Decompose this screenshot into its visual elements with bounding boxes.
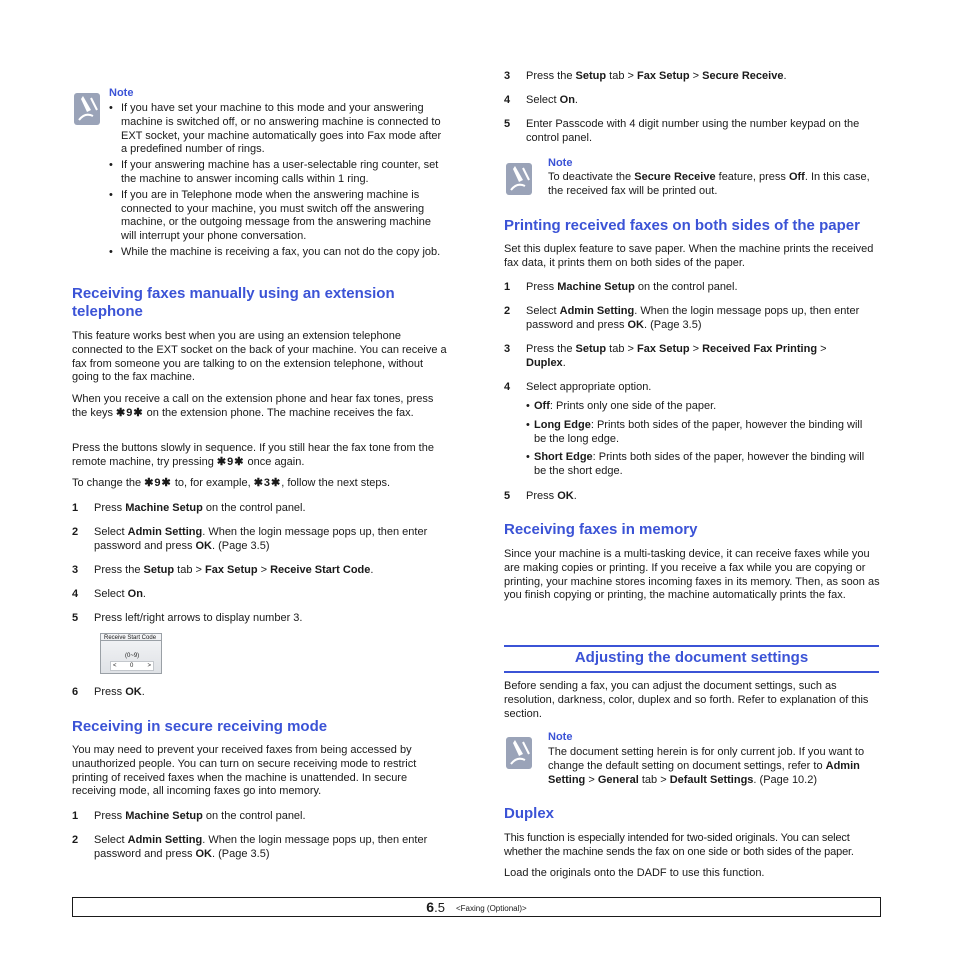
screen-value-field: [110, 661, 154, 671]
page-number-major: 6: [426, 899, 435, 915]
paragraph: Load the originals onto the DADF to use this function.: [504, 867, 765, 879]
paragraph: To change the ✱9✱ to, for example, ✱3✱, follow the next steps.: [72, 477, 391, 489]
right-arrow-icon: >: [147, 663, 151, 669]
paragraph: This function is especially intended for two-sided originals. You can select whether the machine sends the fax on one side or both sides of the paper.: [504, 832, 854, 858]
paragraph: When you receive a call on the extension phone and hear fax tones, press the keys ✱9✱ on the extension phone. The machine receives the fax.: [72, 393, 434, 419]
heading-secure-receiving: Receiving in secure receiving mode: [72, 718, 328, 735]
list-item: • Long Edge: Prints both sides of the paper, however the binding will be the long edge.: [526, 419, 871, 447]
paragraph: Press the buttons slowly in sequence. If you still hear the fax tone from the remote machine, try pressing ✱9✱ once again.: [72, 442, 434, 468]
left-arrow-icon: <: [113, 663, 117, 669]
page-footer: [72, 897, 881, 917]
note-label: Note: [548, 157, 573, 169]
paragraph: This feature works best when you are using an extension telephone connected to the EXT socket on the back of your machine. You can receive a fax from someone you are talking to on the extension telephone, without going to the fax machine.: [72, 330, 447, 384]
chapter-label: <Faxing (Optional)>: [456, 904, 527, 913]
list-item: • Short Edge: Prints both sides of the paper, however the binding will be the short edge.: [526, 451, 871, 479]
heading-receiving-memory: Receiving faxes in memory: [504, 521, 698, 538]
heading-duplex: Duplex: [504, 805, 555, 822]
key-sequence: ✱9✱: [116, 406, 144, 419]
list-item: • While the machine is receiving a fax, you can not do the copy job.: [109, 246, 447, 260]
paragraph: Before sending a fax, you can adjust the document settings, such as resolution, darkness, color, duplex and so forth. Refer to explanation of this section.: [504, 680, 869, 720]
key-sequence: ✱9✱: [216, 455, 245, 468]
note-icon: [505, 160, 535, 196]
paragraph: You may need to prevent your received faxes from being accessed by unauthorized people. You can turn on secure receiving mode to restrict printing of received faxes when the machine is unattended. In secure receiving mode, all incoming faxes go into memory.: [72, 744, 417, 798]
lcd-screen-image: [100, 633, 162, 674]
note-text: The document setting herein is for only current job. If you want to change the default setting on document settings, refer to Admin Setting > General tab > Default Settings. (Page 10.2): [548, 746, 865, 786]
key-sequence: ✱9✱: [144, 477, 172, 489]
list-item: • Off: Prints only one side of the paper.: [526, 400, 871, 414]
heading-extension-telephone: Receiving faxes manually using an extension telephone: [72, 285, 395, 320]
key-sequence: ✱3✱: [253, 477, 282, 489]
note-label: Note: [548, 731, 573, 743]
section-title: Adjusting the document settings: [504, 645, 879, 673]
list-item: • If you are in Telephone mode when the answering machine is connected to your machine, you must switch off the answering machine, or the outgoing message from the answering machine will interrupt your phone conversation.: [109, 189, 447, 244]
list-item: • If your answering machine has a user-selectable ring counter, set the machine to answer incoming calls within 1 ring.: [109, 159, 447, 187]
option-list: [526, 400, 871, 479]
screen-title: Receive Start Code: [104, 635, 157, 641]
page-number-minor: .5: [434, 900, 445, 915]
paragraph: Since your machine is a multi-tasking device, it can receive faxes while you are making copies or printing. If you receive a fax while you are copying or printing, your machine stores incoming faxes in its memory. Then, as soon as you finish copying or printing, the machine automatically prints the fax.: [504, 548, 880, 602]
note-label: Note: [109, 87, 134, 99]
note-bullets: [109, 102, 447, 260]
note-icon: [505, 734, 535, 770]
heading-duplex-printing: Printing received faxes on both sides of the paper: [504, 217, 860, 234]
note-icon: [73, 90, 103, 126]
list-item: • If you have set your machine to this mode and your answering machine is switched off, or no answering machine is connected to EXT socket, your machine automatically goes into Fax mode after a predefined number of rings.: [109, 102, 447, 157]
paragraph: Set this duplex feature to save paper. When the machine prints the received fax data, it prints them on both sides of the paper.: [504, 243, 874, 269]
screen-value: 0: [130, 663, 134, 669]
screen-range: (0~9): [125, 653, 140, 659]
note-text: To deactivate the Secure Receive feature, press Off. In this case, the received fax will be printed out.: [548, 171, 870, 197]
